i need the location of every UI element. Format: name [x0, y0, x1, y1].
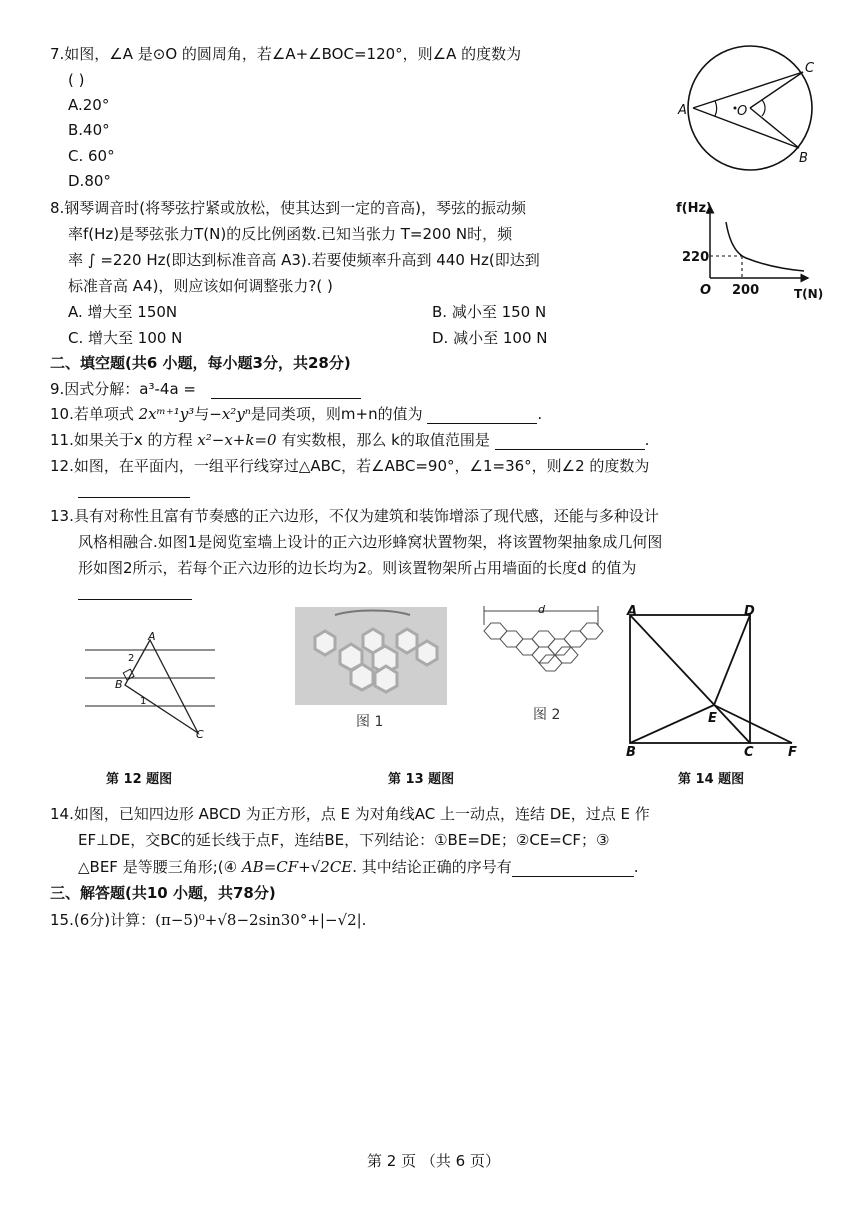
q8-line3: 率 ∫ =220 Hz(即达到标准音高 A3).若要使频率升高到 440 Hz(即达到: [68, 251, 540, 269]
q13-fig2-caption: 图 2: [533, 707, 561, 723]
q11-end: .: [644, 431, 650, 449]
q9: [50, 379, 361, 399]
q7-option-b: B.40°: [68, 121, 110, 139]
q8-origin: O: [700, 283, 712, 298]
q7-stem: 7.如图，∠A 是⊙O 的圆周角，若∠A+∠BOC=120°，则∠A 的度数为: [50, 45, 522, 63]
q7-option-c: C. 60°: [68, 147, 115, 165]
section3-heading: 三、解答题(共10 小题，共78分): [50, 884, 276, 902]
q13-line3: 形如图2所示，若每个正六边形的边长均为2。则该置物架所占用墙面的长度d 的值为: [78, 559, 637, 577]
q14-line3-a: △BEF 是等腰三角形;(④: [78, 858, 238, 876]
q8-x-tick: 200: [732, 283, 760, 298]
q9-text: 9.因式分解：a³-4a =: [50, 380, 197, 398]
q12-stem: 12.如图，在平面内，一组平行线穿过△ABC，若∠ABC=90°，∠1=36°，则∠2 的度数为: [50, 457, 650, 475]
q12-label-c: C: [196, 728, 204, 741]
q13-answer: [78, 580, 192, 600]
q9-answer-blank[interactable]: [211, 398, 361, 399]
q14-line3: [78, 857, 639, 877]
q7-label-b: B: [799, 151, 808, 166]
q7-answer-paren: ( ): [68, 71, 85, 89]
q10: [50, 404, 542, 424]
q7-label-c: C: [805, 61, 815, 76]
q8-option-d: D. 减小至 100 N: [432, 329, 548, 347]
q10-mid: 与: [194, 405, 210, 423]
q11-expr: x²−x+k=0: [197, 431, 277, 449]
q14-label-e: E: [708, 711, 717, 726]
q12-figure: [80, 630, 230, 745]
q14-expr: AB=CF+√2CE: [241, 858, 353, 876]
q12-label-a: A: [148, 630, 156, 643]
q12-angle-1: 1: [140, 696, 147, 707]
q7-option-d: D.80°: [68, 172, 111, 190]
q11-text-a: 11.如果关于x 的方程: [50, 431, 193, 449]
q13-line1: 13.具有对称性且富有节奏感的正六边形，不仅为建筑和装饰增添了现代感，还能与多种设计: [50, 507, 659, 525]
q8-y-tick: 220: [682, 250, 710, 265]
q14-label-b: B: [626, 745, 636, 760]
q10-answer-blank[interactable]: [427, 423, 537, 424]
q8-option-a: A. 增大至 150N: [68, 303, 178, 321]
q10-expr2: −x²yⁿ: [209, 405, 251, 423]
q15: [50, 910, 366, 930]
q15-text: 15.(6分)计算：: [50, 911, 156, 929]
q8-line1: 8.钢琴调音时(将琴弦拧紧或放松，使其达到一定的音高)，琴弦的振动频: [50, 199, 527, 217]
page-footer: 第 2 页 （共 6 页）: [367, 1152, 500, 1170]
q8-x-label: T(N): [794, 287, 824, 301]
q7-label-o: O: [737, 104, 748, 119]
q11-text-b: 有实数根，那么 k的取值范围是: [281, 431, 490, 449]
fig14-caption: 第 14 题图: [678, 772, 745, 787]
q14-line2: EF⊥DE，交BC的延长线于点F，连结BE，下列结论：①BE=DE；②CE=CF；③: [78, 831, 610, 849]
q7-option-a: A.20°: [68, 96, 110, 114]
q13-line2: 风格相融合.如图1是阅览室墙上设计的正六边形蜂窝状置物架，将该置物架抽象成几何图: [78, 533, 663, 551]
q12-angle-2: 2: [128, 653, 135, 664]
q10-expr1: 2xᵐ⁺¹y³: [138, 405, 195, 423]
q13-hexagon-diagram: [478, 603, 608, 688]
q13-d-label: d: [538, 603, 545, 616]
q8-inverse-graph: [676, 192, 826, 307]
q14-line3-b: . 其中结论正确的序号有: [352, 858, 512, 876]
q14-label-c: C: [744, 745, 754, 760]
fig13-caption: 第 13 题图: [388, 772, 455, 787]
q14-end: .: [633, 858, 639, 876]
q14-line1: 14.如图，已知四边形 ABCD 为正方形，点 E 为对角线AC 上一动点，连结 DE，过点 E 作: [50, 805, 650, 823]
q14-square-figure: [620, 605, 810, 760]
q8-option-b: B. 减小至 150 N: [432, 303, 547, 321]
section2-heading: 二、填空题(共6 小题，每小题3分，共28分): [50, 354, 351, 372]
q10-end: .: [537, 405, 543, 423]
q8-line2: 率f(Hz)是琴弦张力T(N)的反比例函数.已知当张力 T=200 N时，频: [68, 225, 513, 243]
q10-text-a: 10.若单项式: [50, 405, 134, 423]
q13-answer-blank[interactable]: [78, 583, 192, 600]
q13-photo-hexagons: [295, 607, 447, 705]
q14-label-d: D: [744, 604, 755, 619]
q8-line4: 标准音高 A4)，则应该如何调整张力?( ): [68, 277, 333, 295]
q14-label-a: A: [627, 604, 638, 619]
q8-option-c: C. 增大至 100 N: [68, 329, 183, 347]
q15-expr: (π−5)⁰+√8−2sin30°+|−√2|.: [155, 911, 367, 929]
q7-label-a: A: [678, 103, 687, 118]
q10-text-b: 是同类项，则m+n的值为: [250, 405, 423, 423]
q8-y-label: f(Hz): [676, 201, 712, 216]
q12-label-b: B: [115, 678, 123, 691]
q12-answer-blank[interactable]: [78, 481, 190, 498]
q12-answer: [78, 478, 190, 498]
q13-fig1-caption: 图 1: [356, 714, 384, 730]
q11-answer-blank[interactable]: [495, 449, 645, 450]
q14-label-f: F: [788, 745, 797, 760]
q14-answer-blank[interactable]: [512, 876, 634, 877]
q13-photo-shelf: [295, 607, 447, 705]
fig12-caption: 第 12 题图: [106, 772, 173, 787]
q7-circle-figure: [675, 40, 835, 180]
q11: [50, 430, 649, 450]
